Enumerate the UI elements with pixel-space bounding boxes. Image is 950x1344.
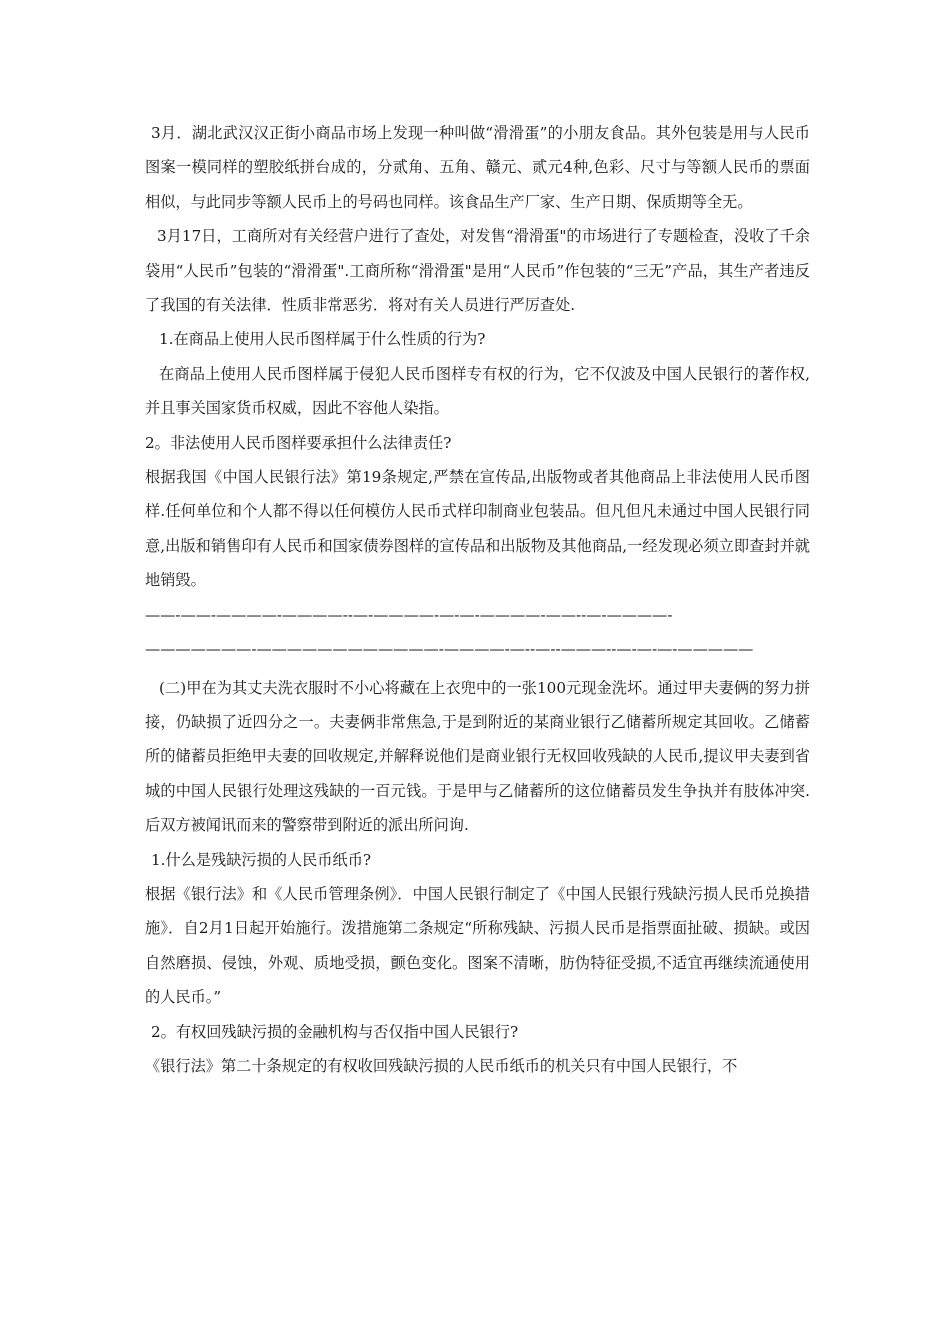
question-4: 2。有权回残缺污损的金融机构与否仅指中国人民银行? <box>151 1022 519 1041</box>
paragraph-inspection: 3月17日，工商所对有关经营户进行了查处，对发售“滑滑蛋"的市场进行了专题检查，没收了千余袋用“人民币”包装的“滑滑蛋".工商所称“滑滑蛋"是用“人民币”作包装的“三无”产品，其生产者违反了我国的有关法律．性质非常恶劣．将对有关人员进行严厉查处. <box>145 227 810 315</box>
answer-1: 在商品上使用人民币图样属于侵犯人民币图样专有权的行为，它不仅波及中国人民银行的著作权,并且事关国家货币权威，因此不容他人染指。 <box>145 364 810 418</box>
answer-2: 根据我国《中国人民银行法》第19条规定,严禁在宣传品,出版物或者其他商品上非法使用人民币图样.任何单位和个人都不得以任何模仿人民币式样印制商业包装品。但凡但凡未通过中国人民银行同意,出版和销售印有人民币和国家债券图样的宣传品和出版物及其他商品,一经发现必须立即查封并就地销毁。 <box>145 468 810 590</box>
question-2: 2。非法使用人民币图样要承担什么法律责任? <box>145 433 452 452</box>
paragraph-news-report: 3月．湖北武汉汉正街小商品市场上发现一种叫做“滑滑蛋”的小朋友食品。其外包装是用与人民币图案一模同样的塑胶纸拼台成的，分贰角、五角、赣元、贰元4种,色彩、尺寸与等额人民币的票面相似，与此同步等额人民币上的号码也同样。该食品生产厂家、生产日期、保质期等全无。 <box>145 124 810 211</box>
document-body <box>145 116 810 1083</box>
dash-separator-2: ———————-————————————-————-—--—--———--—-—-—-————— <box>145 640 754 659</box>
paragraph-case-two: (二)甲在为其丈夫洗衣服时不小心将藏在上衣兜中的一张100元现金洗坏。通过甲夫妻俩的努力拼接，仍缺损了近四分之一。夫妻俩非常焦急,于是到附近的某商业银行乙储蓄所规定其回收。乙储蓄所的储蓄员拒绝甲夫妻的回收规定,并解释说他们是商业银行无权回收残缺的人民币,提议甲夫妻到省城的中国人民银行处理这残缺的一百元钱。于是甲与乙储蓄所的这位储蓄员发生争执并有肢体冲突.后双方被闻讯而来的警察带到附近的派出所问询. <box>145 678 810 835</box>
question-3: 1.什么是残缺污损的人民币纸币? <box>151 850 372 869</box>
answer-4: 《银行法》第二十条规定的有权收回残缺污损的人民币纸币的机关只有中国人民银行，不 <box>145 1056 738 1075</box>
question-1: 1.在商品上使用人民币图样属于什么性质的行为? <box>159 330 486 349</box>
dash-separator-1: ——-——-————-————--—-————-—-—-————-——--—-————- <box>145 605 673 624</box>
answer-3: 根据《银行法》和《人民币管理条例》．中国人民银行制定了《中国人民银行残缺污损人民币兑换措施》．自2月1日起开始施行。泼措施第二条规定“所称残缺、污损人民币是指票面扯破、损缺。或因自然磨损、侵蚀，外观、质地受损，颤色变化。图案不清晰，肪伪特征受损,不适宜再继续流通使用的人民币。” <box>145 884 810 1007</box>
